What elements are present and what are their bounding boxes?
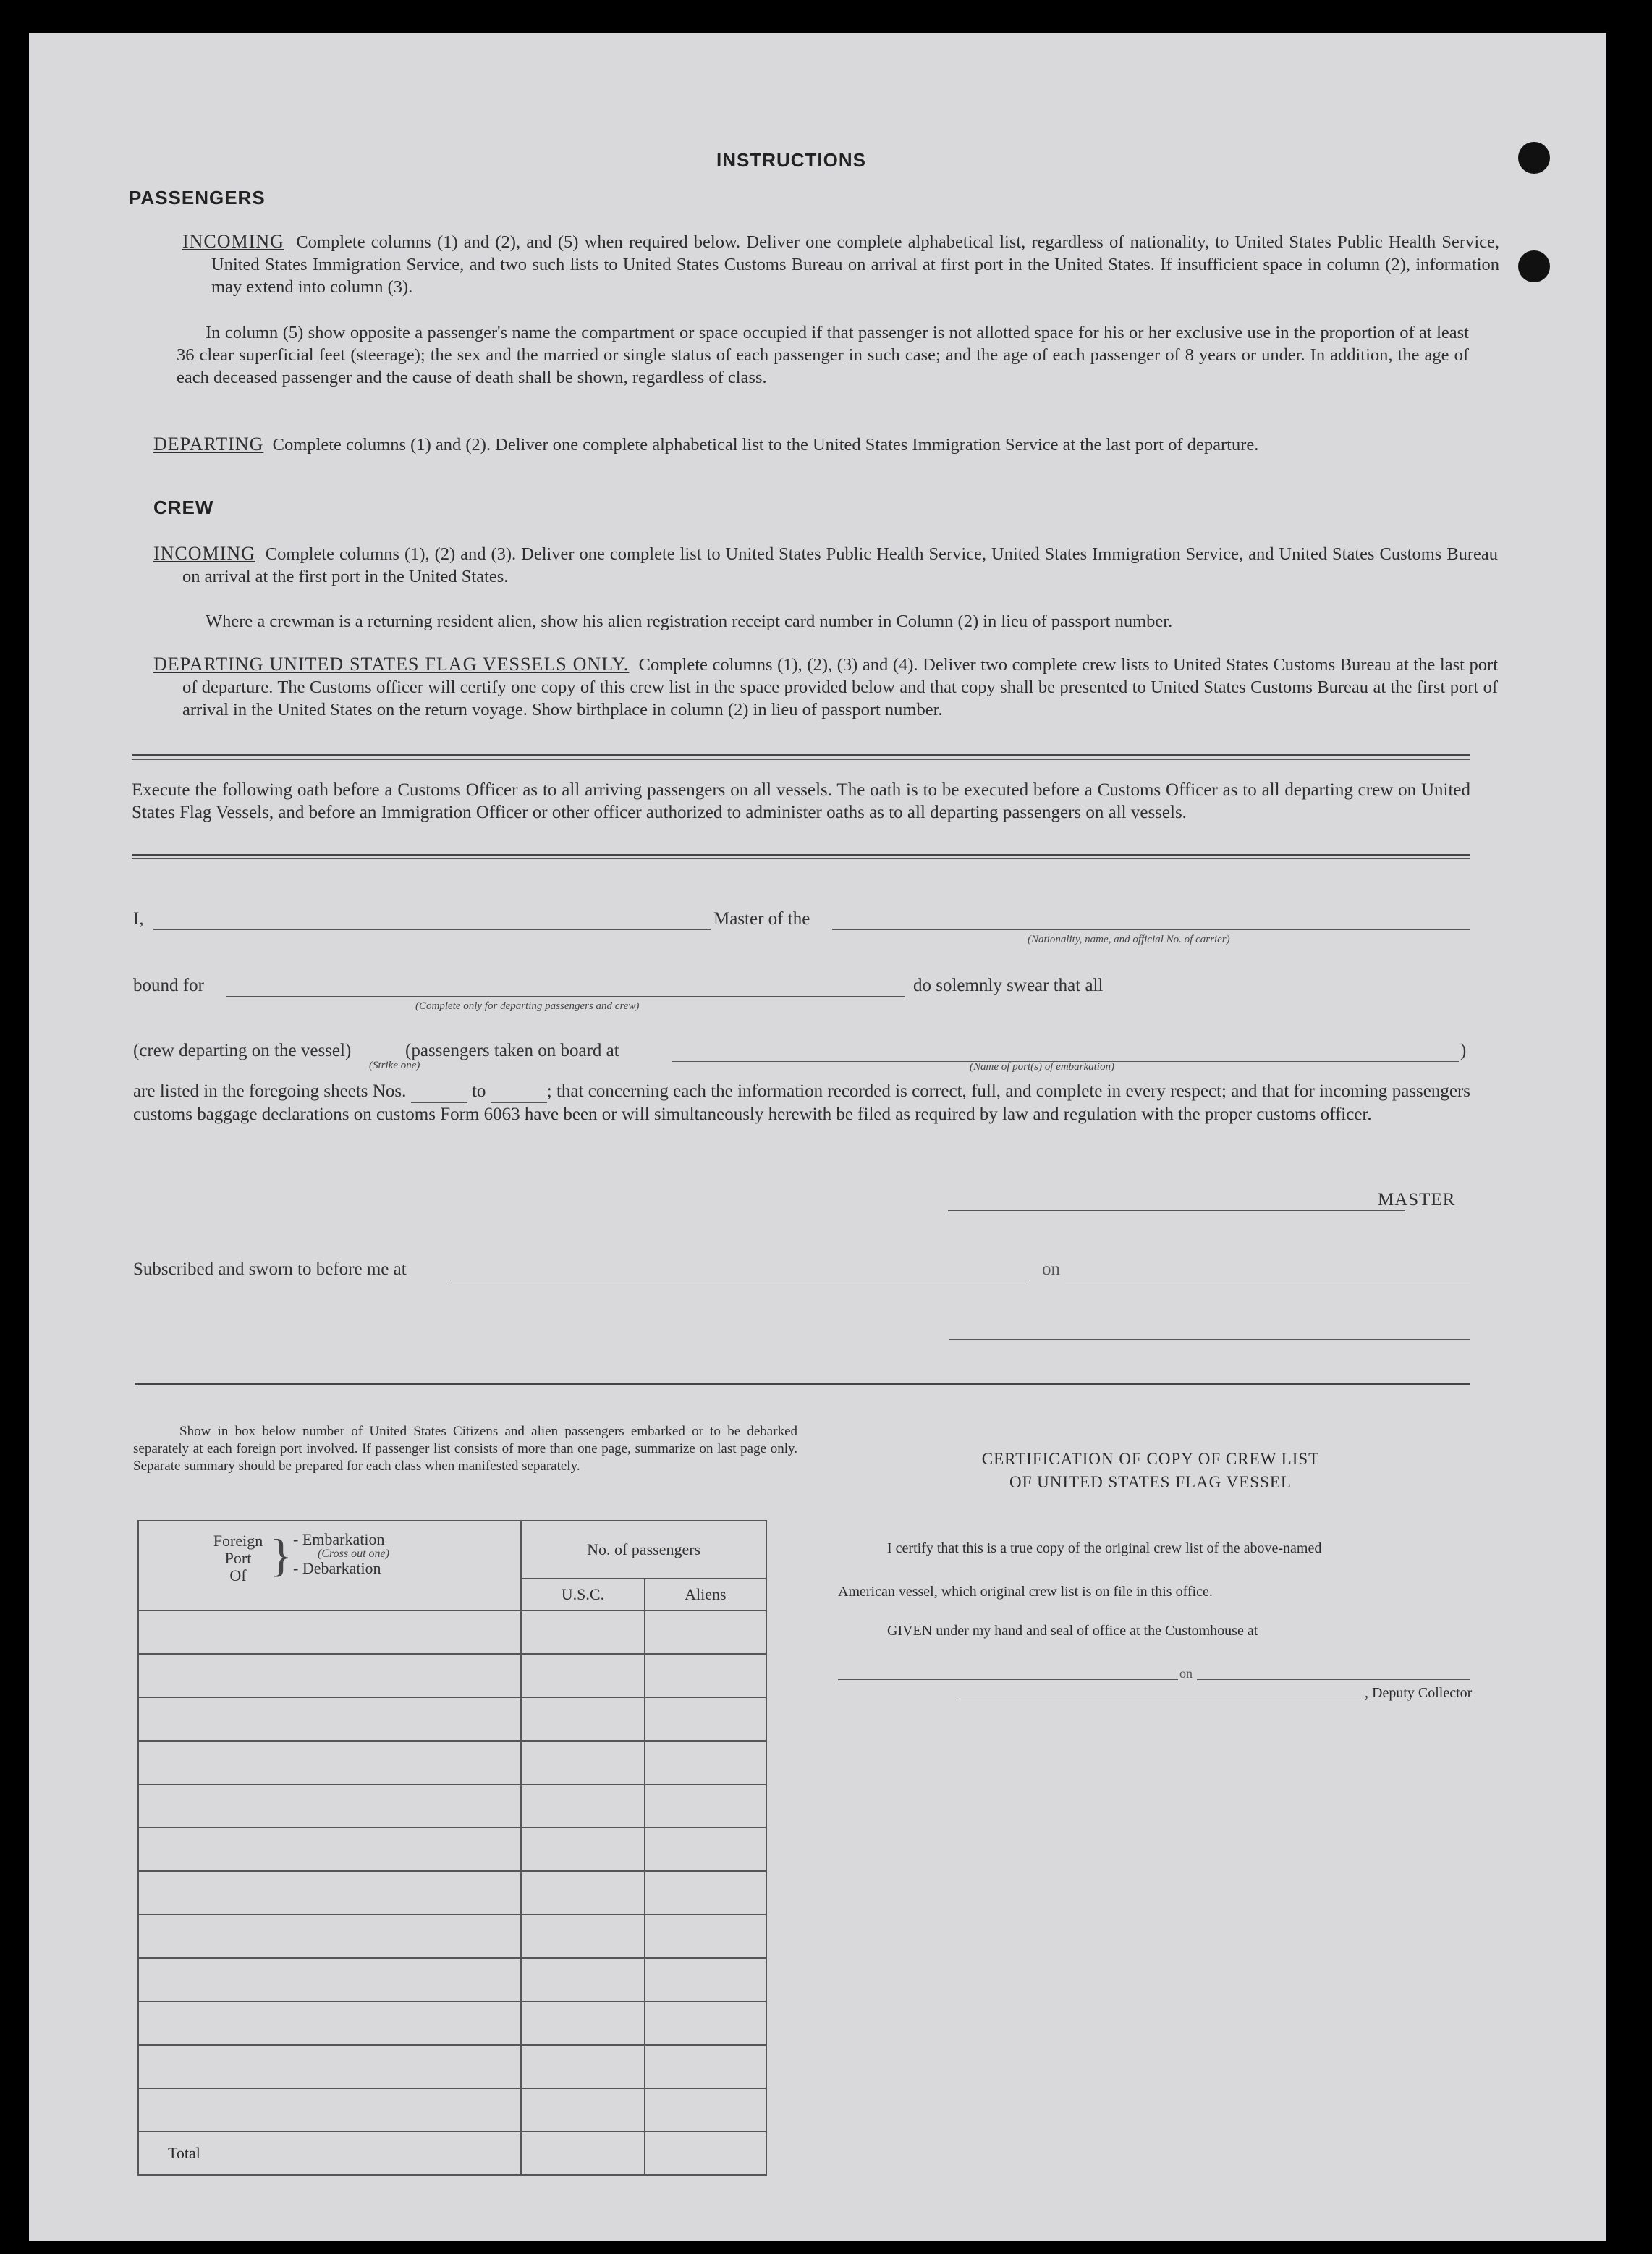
foreign-port-header	[138, 1521, 521, 1611]
table-row	[138, 1611, 766, 1654]
port-cell[interactable]	[138, 2045, 521, 2088]
port-cell[interactable]	[138, 1741, 521, 1784]
port-note: (Name of port(s) of embarkation)	[970, 1061, 1114, 1073]
total-row	[138, 2132, 766, 2175]
crew-departing-option: (crew departing on the vessel)	[133, 1041, 352, 1060]
oath-intro: Execute the following oath before a Customs Officer as to all arriving passengers on all vessels. The oath is to be executed before a Customs Officer as to all departing crew on United States Flag Vessels, and before an Immigration Officer or other officer authorized to administer oaths as to all departing passengers on all vessels.	[132, 780, 1470, 822]
aliens-cell[interactable]	[645, 1784, 766, 1828]
passengers-departing-text: Complete columns (1) and (2). Deliver one complete alphabetical list to the United States Immigration Service at the last port of departure.	[272, 435, 1259, 455]
aliens-cell[interactable]	[645, 1871, 766, 1915]
passengers-incoming-label: INCOMING	[182, 231, 284, 252]
table-row	[138, 1697, 766, 1741]
usc-cell[interactable]	[521, 2088, 644, 2132]
subscribed-label: Subscribed and sworn to before me at	[133, 1259, 407, 1279]
usc-cell[interactable]	[521, 2001, 644, 2045]
customhouse-field[interactable]	[838, 1679, 1178, 1680]
lower-divider	[135, 1383, 1470, 1385]
passengers-departing-label: DEPARTING	[153, 434, 264, 455]
listed-text-to: to	[471, 1081, 486, 1101]
usc-cell[interactable]	[521, 1654, 644, 1697]
foreign-label: Foreign	[213, 1532, 263, 1550]
close-paren: )	[1460, 1041, 1467, 1060]
aliens-cell[interactable]	[645, 1741, 766, 1784]
table-row	[138, 1871, 766, 1915]
table-row	[138, 1958, 766, 2001]
master-label: MASTER	[1378, 1190, 1456, 1210]
crew-departing-label: DEPARTING UNITED STATES FLAG VESSELS ONLY.	[153, 654, 630, 675]
debarkation-label: - Debarkation	[293, 1559, 381, 1577]
usc-cell[interactable]	[521, 1828, 644, 1871]
certification-title	[861, 1448, 1440, 1494]
crew-departing-text: Complete columns (1), (2), (3) and (4). Deliver two complete crew lists to United States Customs Bureau at the last port of departure. The Customs officer will certify one copy of this crew list in the space provided below and that copy shall be presented to United States Customs Bureau at the first port of arrival in the United States on the return voyage. Show birthplace in column (2) in lieu of passport number.	[182, 655, 1499, 719]
sheet-to-field[interactable]	[491, 1080, 547, 1103]
table-row	[138, 1915, 766, 1958]
swear-text: do solemnly swear that all	[913, 976, 1104, 995]
brace-icon: }	[270, 1529, 292, 1581]
section-divider	[132, 754, 1470, 756]
crew-resident-paragraph: Where a crewman is a returning resident alien, show his alien registration receipt card number in Column (2) in lieu of passport number.	[206, 612, 1173, 631]
aliens-cell[interactable]	[645, 1611, 766, 1654]
aliens-cell[interactable]	[645, 1697, 766, 1741]
crew-incoming-label: INCOMING	[153, 543, 255, 564]
summary-instructions: Show in box below number of United States Citizens and alien passengers embarked or to be debarked separately at each foreign port involved. If passenger list consists of more than one page, summarize on last page only. Separate summary should be prepared for each class when manifested separately.	[133, 1424, 797, 1474]
passengers-incoming-text: Complete columns (1) and (2), and (5) when required below. Deliver one complete alphabetical list, regardless of nationality, to United States Public Health Service, United States Immigration Service, and two such lists to United States Customs Bureau on arrival at first port in the United States. If insufficient space in column (2), information may extend into column (3).	[211, 232, 1500, 297]
bound-for-field[interactable]	[226, 996, 905, 997]
passenger-summary-table	[137, 1520, 767, 2176]
passengers-column5-paragraph: In column (5) show opposite a passenger's name the compartment or space occupied if that passenger is not allotted space for his or her exclusive use in the proportion of at least 36 clear superficial feet (steerage); the sex and the married or single status of each passenger in such case; and the age of each passenger of 8 years or under. In addition, the age of each deceased passenger and the cause of death shall be shown, regardless of class.	[177, 323, 1469, 387]
port-cell[interactable]	[138, 2088, 521, 2132]
crew-heading: CREW	[153, 497, 214, 518]
table-row	[138, 1741, 766, 1784]
of-label: Of	[229, 1566, 247, 1584]
table-row	[138, 1828, 766, 1871]
certify-text-b: American vessel, which original crew list is on file in this office.	[838, 1584, 1213, 1600]
crew-incoming-text: Complete columns (1), (2) and (3). Deliver one complete list to United States Public Health Service, United States Immigration Service, and United States Customs Bureau on arrival at the first port in the United States.	[182, 544, 1498, 586]
carrier-field[interactable]	[832, 929, 1470, 930]
nationality-note: (Nationality, name, and official No. of carrier)	[1028, 934, 1230, 945]
port-cell[interactable]	[138, 1611, 521, 1654]
certification-on-label: on	[1179, 1666, 1193, 1681]
usc-cell[interactable]	[521, 1611, 644, 1654]
table-row	[138, 2088, 766, 2132]
port-cell[interactable]	[138, 1915, 521, 1958]
embarkation-label: - Embarkation	[293, 1530, 385, 1548]
certification-date-field[interactable]	[1197, 1679, 1470, 1680]
usc-cell[interactable]	[521, 1741, 644, 1784]
sheet-from-field[interactable]	[411, 1080, 467, 1103]
aliens-cell[interactable]	[645, 2045, 766, 2088]
port-cell[interactable]	[138, 1871, 521, 1915]
usc-cell[interactable]	[521, 2045, 644, 2088]
cross-out-note: (Cross out one)	[318, 1548, 389, 1560]
given-text: GIVEN under my hand and seal of office at the Customhouse at	[887, 1623, 1258, 1639]
certification-title-line2: OF UNITED STATES FLAG VESSEL	[1009, 1473, 1292, 1491]
master-signature-field[interactable]	[948, 1210, 1405, 1211]
listed-text-b: ; that concerning each the information recorded is correct, full, and complete in every respect; and that for incoming passengers customs baggage declarations on customs Form 6063 have been or will simultaneously herewith be filed as required by law and regulation with the proper customs officer.	[133, 1081, 1470, 1124]
crew-incoming-paragraph	[153, 542, 1498, 588]
certify-text-a: I certify that this is a true copy of the original crew list of the above-named	[887, 1540, 1322, 1556]
port-cell[interactable]	[138, 1654, 521, 1697]
usc-cell[interactable]	[521, 1958, 644, 2001]
crew-departing-paragraph	[153, 653, 1498, 721]
aliens-cell[interactable]	[645, 1654, 766, 1697]
oath-i-label: I,	[133, 909, 144, 929]
deputy-collector-label: , Deputy Collector	[1365, 1685, 1473, 1701]
aliens-cell[interactable]	[645, 1828, 766, 1871]
total-label: Total	[138, 2132, 521, 2175]
no-of-passengers-header: No. of passengers	[521, 1521, 766, 1579]
usc-cell[interactable]	[521, 1697, 644, 1741]
strike-one-note: (Strike one)	[369, 1060, 420, 1071]
aliens-cell[interactable]	[645, 1958, 766, 2001]
departing-only-note: (Complete only for departing passengers and crew)	[415, 1000, 640, 1012]
port-label: Port	[224, 1549, 252, 1567]
passengers-taken-option: (passengers taken on board at	[405, 1041, 619, 1060]
port-cell[interactable]	[138, 1958, 521, 2001]
officer-signature-field[interactable]	[949, 1339, 1470, 1340]
aliens-cell[interactable]	[645, 2001, 766, 2045]
instructions-title: INSTRUCTIONS	[716, 149, 866, 171]
port-cell[interactable]	[138, 1784, 521, 1828]
oath-divider	[132, 854, 1470, 856]
usc-cell[interactable]	[521, 1784, 644, 1828]
listed-paragraph	[133, 1080, 1470, 1126]
oath-divider-thin	[132, 858, 1470, 859]
aliens-cell[interactable]	[645, 2088, 766, 2132]
punch-hole-top	[1518, 142, 1550, 174]
passengers-incoming-paragraph	[182, 230, 1499, 298]
passengers-heading: PASSENGERS	[129, 187, 266, 208]
master-name-field[interactable]	[153, 929, 711, 930]
section-divider-thin	[132, 759, 1470, 760]
aliens-cell[interactable]	[645, 1915, 766, 1958]
usc-cell[interactable]	[521, 1871, 644, 1915]
table-row	[138, 1654, 766, 1697]
port-cell[interactable]	[138, 1697, 521, 1741]
total-aliens-cell[interactable]	[645, 2132, 766, 2175]
port-cell[interactable]	[138, 1828, 521, 1871]
document-page	[29, 33, 1606, 2241]
passengers-departing-paragraph	[153, 433, 1498, 456]
punch-hole-bottom	[1518, 250, 1550, 282]
usc-cell[interactable]	[521, 1915, 644, 1958]
table-row	[138, 1784, 766, 1828]
listed-text-a: are listed in the foregoing sheets Nos.	[133, 1081, 407, 1101]
bound-for-label: bound for	[133, 976, 204, 995]
table-row	[138, 2045, 766, 2088]
usc-header: U.S.C.	[521, 1579, 644, 1611]
table-row	[138, 2001, 766, 2045]
total-usc-cell[interactable]	[521, 2132, 644, 2175]
subscribed-on-label: on	[1042, 1259, 1060, 1279]
aliens-header: Aliens	[645, 1579, 766, 1611]
port-cell[interactable]	[138, 2001, 521, 2045]
master-of-the-label: Master of the	[713, 909, 810, 929]
certification-title-line1: CERTIFICATION OF COPY OF CREW LIST	[981, 1450, 1320, 1468]
